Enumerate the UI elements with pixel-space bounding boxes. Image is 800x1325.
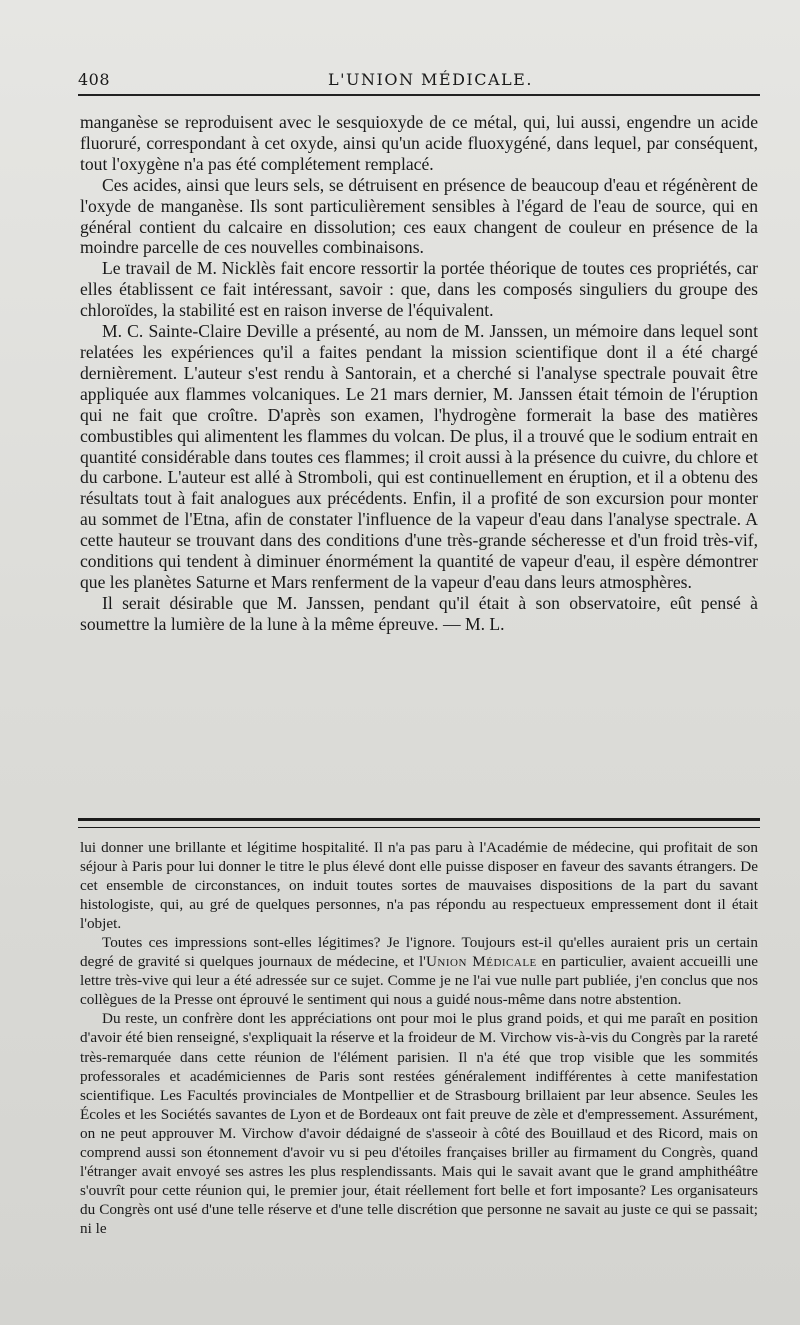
section-double-rule — [78, 818, 760, 828]
union-medicale-smallcaps: Union Médicale — [425, 953, 537, 971]
impressions-text-start: Toutes ces impressions sont-elles légitimes? Je l'ignore. Toujours est-il qu'elles auraient pris un certain degré de gravité si quelques journaux de médecine, et l' — [80, 934, 758, 971]
paragraph-hospitality: lui donner une brillante et légitime hospitalité. Il n'a pas paru à l'Académie de médecine, qui profitait de son séjour à Paris pour lui donner le titre le plus élevé dont elle puisse disposer en faveur des savants étrangers. De cet ensemble de circonstances, on induit toutes sortes de mauvaises dispositions de la part du savant histologiste, qui, au gré de quelques personnes, n'a pas répondu au respectueux empressement dont il était l'objet. — [80, 839, 758, 933]
impressions-text-end: en particulier, avaient accueilli une lettre très-vive qui leur a été adressée sur ce sujet. Comme je ne l'ai vue nulle part publiée, j'en conclus que nos collègues de la Presse ont éprouvé le sentiment qui nous a guidé nous-même dans notre abstention. — [80, 953, 759, 1009]
page-number: 408 — [78, 70, 111, 89]
paragraph-manganese-continued: manganèse se reproduisent avec le sesquioxyde de ce métal, qui, lui aussi, engendre un acide fluoruré, correspondant à cet oxyde, ainsi qu'un acide fluoxygéné, dans lequel, par conséquent, tout l'oxygène n'a pas été complétement remplacé. — [80, 112, 758, 174]
academy-report-column — [80, 112, 758, 635]
paragraph-congress: Du reste, un confrère dont les appréciations ont pour moi le plus grand poids, et qui me paraît en position d'avoir été bien renseigné, s'expliquait la réserve et la froideur de M. Virchow vis-à-vis du Congrès par la rareté très-remarquée dans cette réunion de l'élément parisien. Il n'a été que trop visible que les sommités professorales et académiciennes de Paris sont restées généralement indifférentes à cette manifestation scientifique. Les Facultés provinciales de Montpellier et de Strasbourg brillaient par leur absence. Seules les Écoles et les Sociétés savantes de Lyon et de Bordeaux ont fait preuve de zèle et d'empressement. Assurément, on ne peut approuver M. Virchow d'avoir dédaigné de s'asseoir à côté des Bouillaud et des Ricord, mais on comprend aussi son étonnement d'avoir vu si peu d'étoiles françaises briller au firmament du Congrès, quand l'étranger avait envoyé ses astres les plus resplendissants. Mais qui le savait avant que le grand amphithéâtre s'ouvrît pour cette réunion qui, le premier jour, était réellement fort belle et fort imposante? Les organisateurs du Congrès ont usé d'une telle réserve et d'une telle discrétion que personne ne savait au juste ce qui se passait; ni le — [80, 1010, 758, 1237]
paragraph-nickles: Le travail de M. Nicklès fait encore ressortir la portée théorique de toutes ces propriétés, car elles établissent ce fait intéressant, savoir : que, dans les composés singuliers du groupe des chloroïdes, la stabilité est en raison inverse de l'équivalent. — [80, 258, 758, 321]
paragraph-closing-remark: Il serait désirable que M. Janssen, pendant qu'il était à son observatoire, eût pensé à soumettre la lumière de la lune à la même épreuve. — M. L. — [80, 592, 758, 634]
page-header — [78, 68, 758, 92]
feuilleton-column — [80, 838, 758, 1238]
paragraph-impressions — [80, 933, 758, 1009]
running-title: L'UNION MÉDICALE. — [328, 70, 533, 89]
header-rule — [78, 94, 760, 96]
paragraph-acids: Ces acides, ainsi que leurs sels, se détruisent en présence de beaucoup d'eau et régénèrent de l'oxyde de manganèse. Ils sont particulièrement sensibles à l'égard de l'eau de source, qui en général contient du calcaire en dissolution; ces eaux changent de couleur en présence de la moindre parcelle de ces nouvelles combinaisons. — [80, 174, 758, 258]
paragraph-janssen: M. C. Sainte-Claire Deville a présenté, au nom de M. Janssen, un mémoire dans lequel sont relatées les expériences qu'il a faites pendant la mission scientifique dont il a été chargé dernièrement. L'auteur s'est rendu à Santorain, et a cherché si l'analyse spectrale pouvait être appliquée aux flammes volcaniques. Le 21 mars dernier, M. Janssen était témoin de l'éruption qui ne fait que croître. D'après son examen, l'hydrogène formerait la base des matières combustibles qui alimentent les flammes du volcan. De plus, il a trouvé que le sodium entrait en quantité considérable dans toutes ces flammes; il croit aussi à la présence du cuivre, du chlore et du carbone. L'auteur est allé à Stromboli, qui est continuellement en éruption, et il a obtenu des résultats tout à fait analogues aux précédents. Enfin, il a profité de son excursion pour monter au sommet de l'Etna, afin de constater l'influence de la vapeur d'eau dans l'analyse spectrale. A cette hauteur se trouvant dans des conditions d'une très-grande sécheresse et d'un froid très-vif, conditions qui tendent à diminuer énormément la quantité de vapeur d'eau, il espère démontrer que les planètes Saturne et Mars renferment de la vapeur d'eau dans leurs atmosphères. — [80, 321, 758, 592]
